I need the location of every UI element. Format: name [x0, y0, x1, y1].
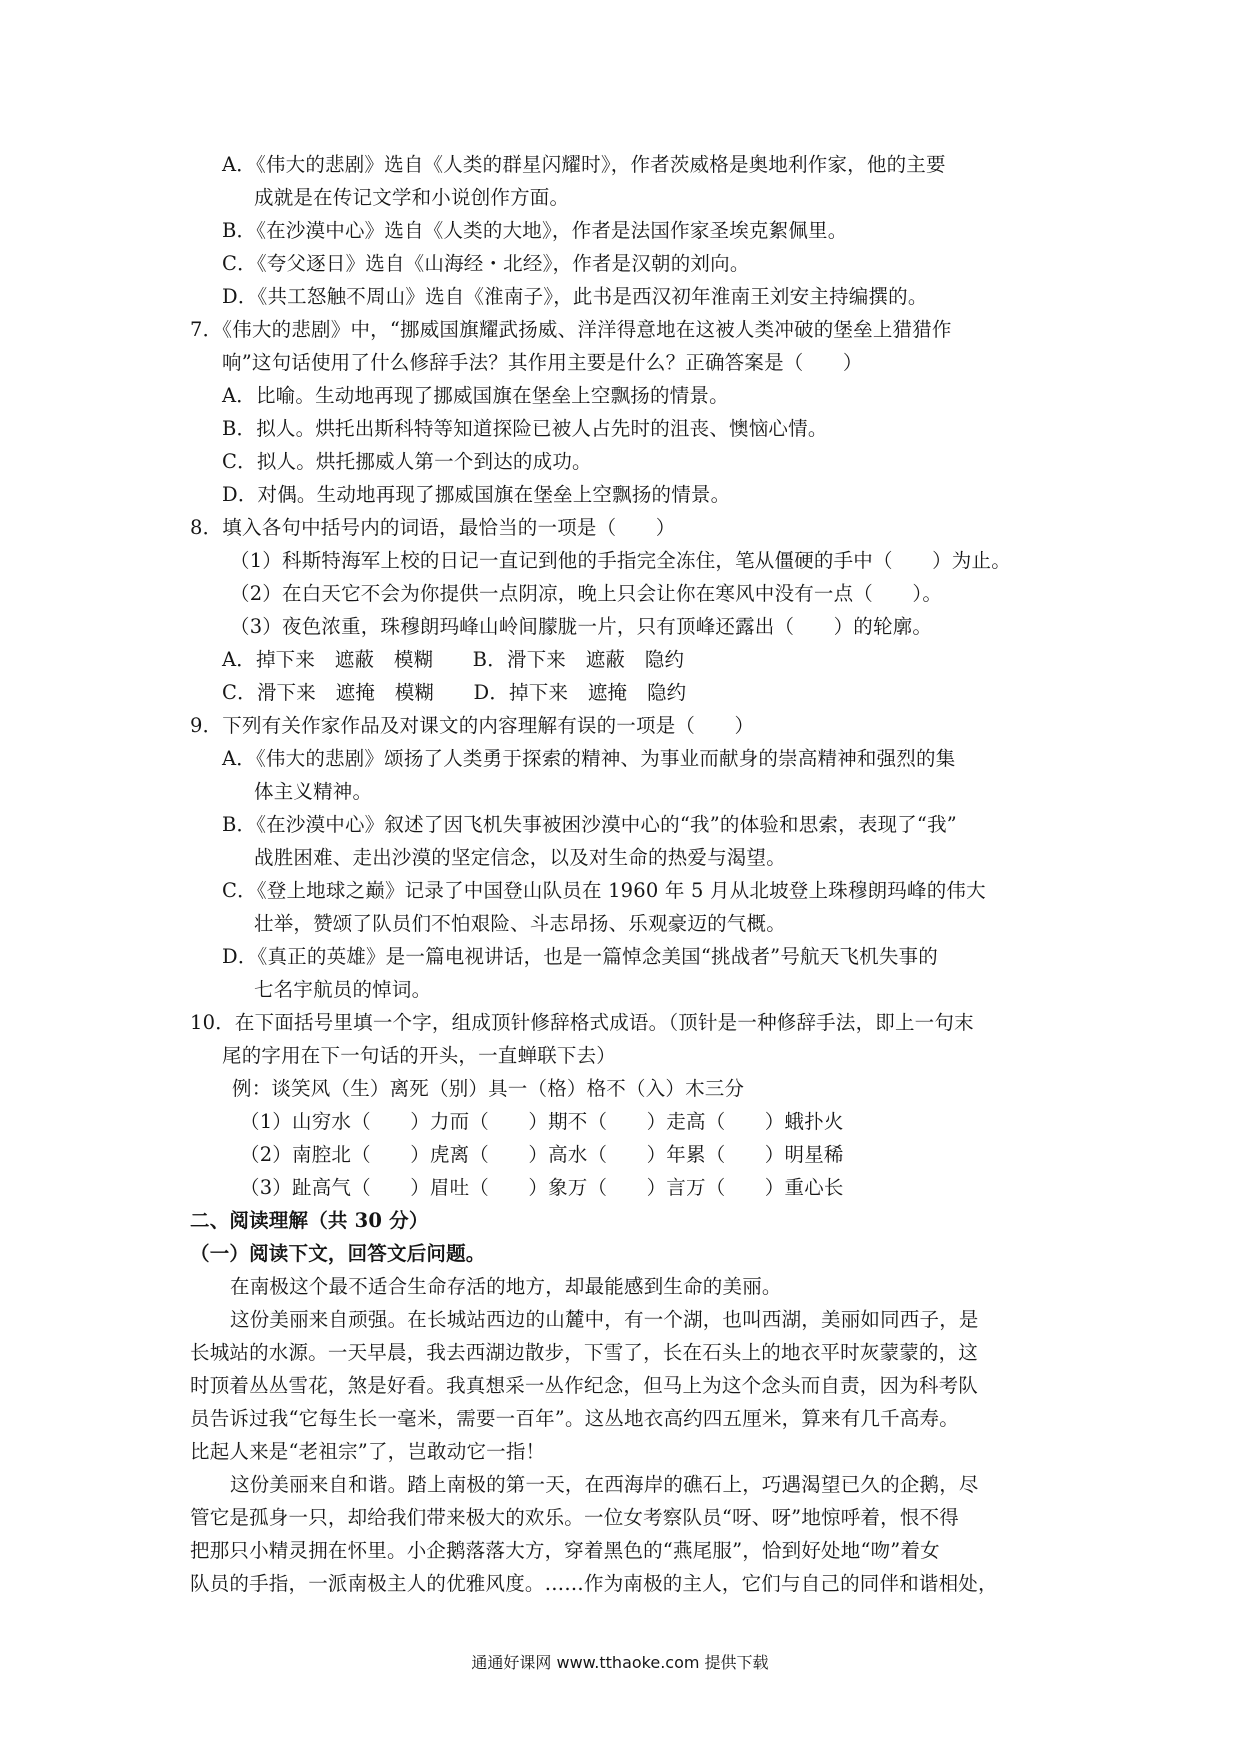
text-line: （1）山穷水（ ）力而（ ）期不（ ）走高（ ）蛾扑火: [240, 1110, 844, 1133]
text-line: A．比喻。生动地再现了挪威国旗在堡垒上空飘扬的情景。: [222, 384, 729, 407]
text-line: 员告诉过我“它每生长一毫米，需要一百年”。这丛地衣高约四五厘米，算来有几千高寿。: [190, 1407, 959, 1430]
text-line: 比起人来是“老祖宗”了，岂敢动它一指！: [190, 1440, 546, 1463]
text-line: B．《在沙漠中心》叙述了因飞机失事被困沙漠中心的“我”的体验和思索，表现了“我”: [222, 813, 957, 836]
text-line: 体主义精神。: [254, 780, 373, 803]
text-line: 8．填入各句中括号内的词语，最恰当的一项是（ ）: [190, 516, 676, 539]
text-line: （3）趾高气（ ）眉吐（ ）象万（ ）言万（ ）重心长: [240, 1176, 844, 1199]
text-line: 二、阅读理解（共 30 分）: [190, 1209, 429, 1232]
text-line: C．滑下来 遮掩 模糊 D．掉下来 遮掩 隐约: [222, 681, 687, 704]
text-line: B．《在沙漠中心》选自《人类的大地》，作者是法国作家圣埃克絮佩里。: [222, 219, 848, 242]
text-line: （一）阅读下文，回答文后问题。: [190, 1242, 486, 1265]
text-line: （2）在白天它不会为你提供一点阴凉，晚上只会让你在寒风中没有一点（ ）。: [230, 582, 943, 605]
text-line: 这份美丽来自和谐。踏上南极的第一天，在西海岸的礁石上，巧遇渴望已久的企鹅，尽: [230, 1473, 979, 1496]
text-line: 在南极这个最不适合生命存活的地方，却最能感到生命的美丽。: [230, 1275, 782, 1298]
text-line: 响”这句话使用了什么修辞手法？其作用主要是什么？正确答案是（ ）: [222, 351, 863, 374]
text-line: 这份美丽来自顽强。在长城站西边的山麓中，有一个湖，也叫西湖，美丽如同西子，是: [230, 1308, 979, 1331]
text-line: 尾的字用在下一句话的开头，一直蝉联下去）: [222, 1044, 617, 1067]
text-line: 战胜困难、走出沙漠的坚定信念，以及对生命的热爱与渴望。: [254, 846, 786, 869]
text-line: 长城站的水源。一天早晨，我去西湖边散步，下雪了，长在石头上的地衣平时灰蒙蒙的，这: [190, 1341, 979, 1364]
text-line: A．掉下来 遮蔽 模糊 B．滑下来 遮蔽 隐约: [222, 648, 685, 671]
text-line: 成就是在传记文学和小说创作方面。: [254, 186, 570, 209]
text-line: （3）夜色浓重，珠穆朗玛峰山岭间朦胧一片，只有顶峰还露出（ ）的轮廓。: [230, 615, 933, 638]
text-line: 7．《伟大的悲剧》中，“挪威国旗耀武扬威、洋洋得意地在这被人类冲破的堡垒上猎猎作: [190, 318, 952, 341]
text-line: 把那只小精灵拥在怀里。小企鹅落落大方，穿着黑色的“燕尾服”，恰到好处地“吻”着女: [190, 1539, 940, 1562]
text-line: C．拟人。烘托挪威人第一个到达的成功。: [222, 450, 592, 473]
text-line: 壮举，赞颂了队员们不怕艰险、斗志昂扬、乐观豪迈的气概。: [254, 912, 786, 935]
text-line: 七名宇航员的悼词。: [254, 978, 432, 1001]
text-line: （1）科斯特海军上校的日记一直记到他的手指完全冻住，笔从僵硬的手中（ ）为止。: [230, 549, 1011, 572]
text-line: 9．下列有关作家作品及对课文的内容理解有误的一项是（ ）: [190, 714, 755, 737]
text-line: A．《伟大的悲剧》颂扬了人类勇于探索的精神、为事业而献身的崇高精神和强烈的集: [222, 747, 956, 770]
text-line: A．《伟大的悲剧》选自《人类的群星闪耀时》，作者茨威格是奥地利作家，他的主要: [222, 153, 946, 176]
text-line: 时顶着丛丛雪花，煞是好看。我真想采一丛作纪念，但马上为这个念头而自责，因为科考队: [190, 1374, 979, 1397]
text-line: 例：谈笑风（生）离死（别）具一（格）格不（入）木三分: [232, 1077, 745, 1100]
text-line: D．《真正的英雄》是一篇电视讲话，也是一篇悼念美国“挑战者”号航天飞机失事的: [222, 945, 938, 968]
text-line: B．拟人。烘托出斯科特等知道探险已被人占先时的沮丧、懊恼心情。: [222, 417, 828, 440]
text-line: C．《夸父逐日》选自《山海经・北经》，作者是汉朝的刘向。: [222, 252, 750, 275]
text-line: 10．在下面括号里填一个字，组成顶针修辞格式成语。（顶针是一种修辞手法，即上一句末: [190, 1011, 974, 1034]
page-footer: 通通好课网 www.tthaoke.com 提供下载: [471, 1653, 769, 1672]
text-line: 队员的手指，一派南极主人的优雅风度。……作为南极的主人，它们与自己的同伴和谐相处，: [190, 1572, 998, 1595]
text-line: （2）南腔北（ ）虎离（ ）高水（ ）年累（ ）明星稀: [240, 1143, 844, 1166]
text-line: 管它是孤身一只，却给我们带来极大的欢乐。一位女考察队员“呀、呀”地惊呼着，恨不得: [190, 1506, 959, 1529]
text-line: D．对偶。生动地再现了挪威国旗在堡垒上空飘扬的情景。: [222, 483, 731, 506]
text-line: C．《登上地球之巅》记录了中国登山队员在 1960 年 5 月从北坡登上珠穆朗玛峰的伟大: [222, 879, 986, 902]
text-line: D．《共工怒触不周山》选自《淮南子》，此书是西汉初年淮南王刘安主持编撰的。: [222, 285, 928, 308]
